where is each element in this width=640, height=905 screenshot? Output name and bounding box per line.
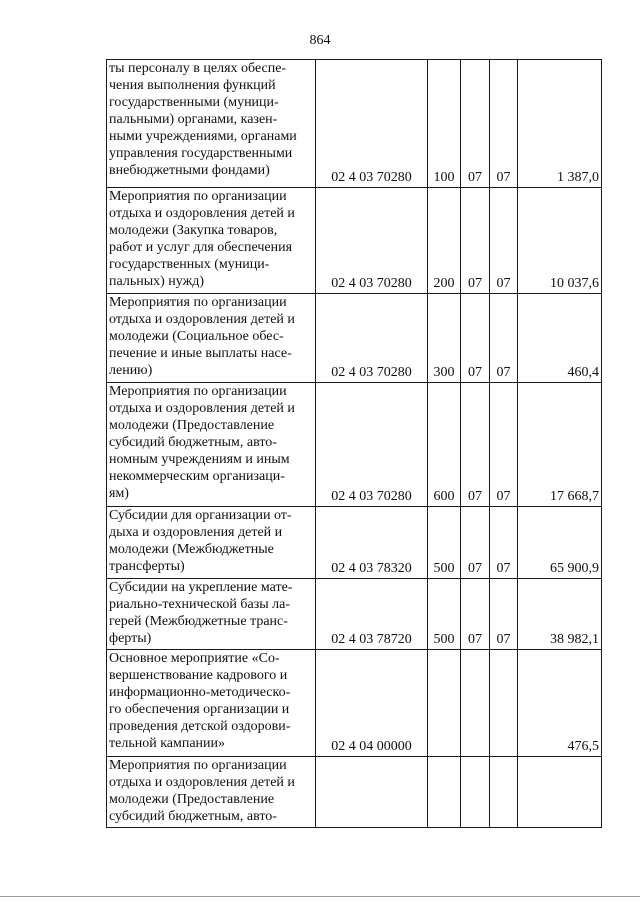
- section-cell: 07: [461, 383, 490, 507]
- subsection-cell: 07: [490, 294, 518, 383]
- row-name-cell: Мероприятия по организации отдыха и оздоровления детей и молодежи (Закупка товаров, работ и услуг для обеспечения государственных (муници- пальных) нужд): [107, 188, 316, 294]
- amount-cell: 476,5: [518, 650, 602, 757]
- page-number: 864: [309, 33, 331, 48]
- table-row: [107, 650, 602, 757]
- amount-cell: 10 037,6: [518, 188, 602, 294]
- target-code-cell: 02 4 03 78720: [316, 579, 428, 650]
- target-code-cell: 02 4 03 78320: [316, 507, 428, 579]
- table-row: [107, 188, 602, 294]
- expense-type-cell: 500: [428, 507, 461, 579]
- expense-type-cell: 100: [428, 60, 461, 188]
- section-cell: 07: [461, 507, 490, 579]
- table-row: [107, 60, 602, 188]
- amount-cell: 460,4: [518, 294, 602, 383]
- row-name-cell: Основное мероприятие «Со- вершенствование кадрового и информационно-методическо- го обеспечения организации и проведения детской оздорови- тельной кампании»: [107, 650, 316, 757]
- expense-type-cell: 200: [428, 188, 461, 294]
- subsection-cell: [490, 650, 518, 757]
- row-name-cell: Субсидии для организации от- дыха и оздоровления детей и молодежи (Межбюджетные трансферты): [107, 507, 316, 579]
- amount-cell: [518, 757, 602, 828]
- row-name-cell: ты персоналу в целях обеспе- чения выполнения функций государственными (муници- пальными) органами, казен- ными учреждениями, органами управления государственными внебюджетными фондами): [107, 60, 316, 188]
- section-cell: 07: [461, 579, 490, 650]
- table-row: [107, 507, 602, 579]
- subsection-cell: 07: [490, 383, 518, 507]
- subsection-cell: 07: [490, 507, 518, 579]
- table-row: [107, 757, 602, 828]
- expense-type-cell: [428, 757, 461, 828]
- budget-table: [106, 59, 602, 828]
- amount-cell: 65 900,9: [518, 507, 602, 579]
- section-cell: 07: [461, 188, 490, 294]
- subsection-cell: 07: [490, 60, 518, 188]
- target-code-cell: 02 4 03 70280: [316, 60, 428, 188]
- section-cell: [461, 650, 490, 757]
- amount-cell: 17 668,7: [518, 383, 602, 507]
- target-code-cell: [316, 757, 428, 828]
- subsection-cell: 07: [490, 579, 518, 650]
- amount-cell: 1 387,0: [518, 60, 602, 188]
- target-code-cell: 02 4 03 70280: [316, 383, 428, 507]
- table-row: [107, 383, 602, 507]
- table-row: [107, 579, 602, 650]
- expense-type-cell: 500: [428, 579, 461, 650]
- target-code-cell: 02 4 04 00000: [316, 650, 428, 757]
- amount-cell: 38 982,1: [518, 579, 602, 650]
- section-cell: 07: [461, 294, 490, 383]
- row-name-cell: Мероприятия по организации отдыха и оздоровления детей и молодежи (Предоставление субсидий бюджетным, авто-: [107, 757, 316, 828]
- expense-type-cell: [428, 650, 461, 757]
- subsection-cell: [490, 757, 518, 828]
- target-code-cell: 02 4 03 70280: [316, 188, 428, 294]
- page-bottom-rule: [0, 896, 640, 897]
- row-name-cell: Мероприятия по организации отдыха и оздоровления детей и молодежи (Предоставление субсидий бюджетным, авто- номным учреждениям и иным некоммерческим организаци- ям): [107, 383, 316, 507]
- row-name-cell: Мероприятия по организации отдыха и оздоровления детей и молодежи (Социальное обес- печение и иные выплаты насе- лению): [107, 294, 316, 383]
- table-row: [107, 294, 602, 383]
- expense-type-cell: 600: [428, 383, 461, 507]
- target-code-cell: 02 4 03 70280: [316, 294, 428, 383]
- row-name-cell: Субсидии на укрепление мате- риально-технической базы ла- герей (Межбюджетные транс- ферты): [107, 579, 316, 650]
- section-cell: 07: [461, 60, 490, 188]
- subsection-cell: 07: [490, 188, 518, 294]
- section-cell: [461, 757, 490, 828]
- expense-type-cell: 300: [428, 294, 461, 383]
